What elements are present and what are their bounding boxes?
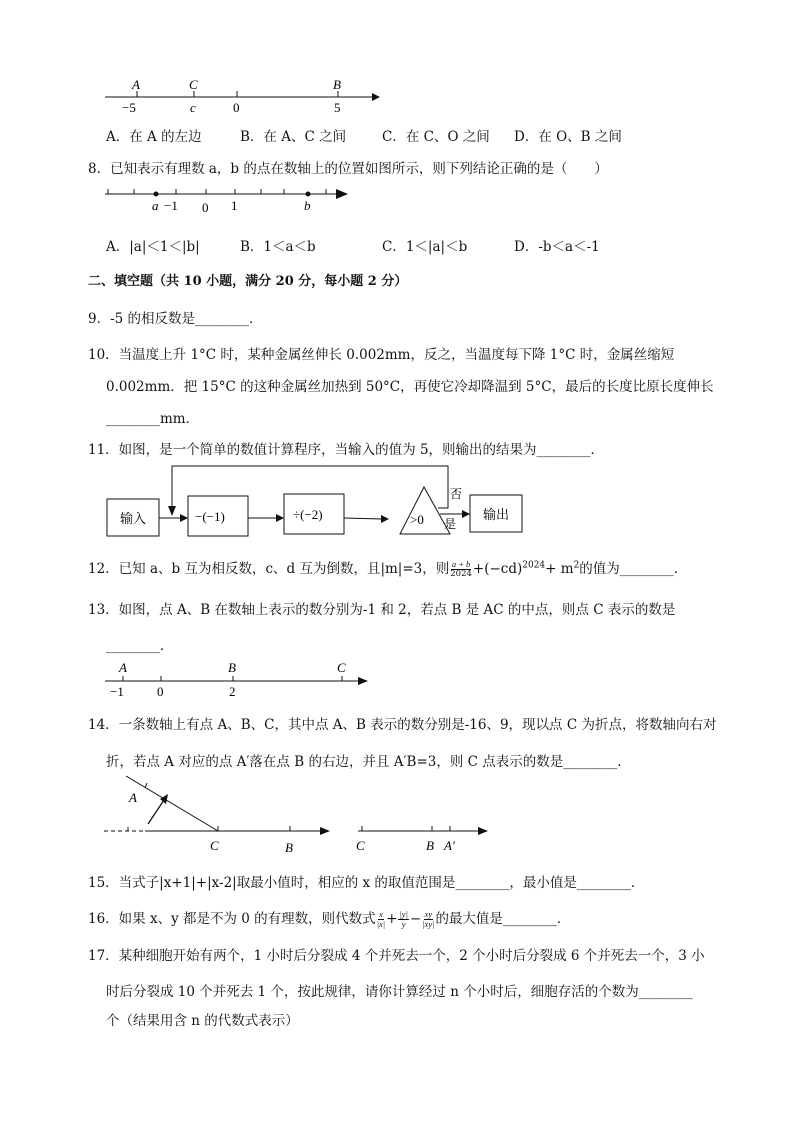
q16-pre: 16．如果 x、y 都是不为 0 的有理数，则代数式	[88, 911, 376, 927]
q8-option-b: B．1＜a＜b	[240, 239, 316, 255]
q14-fig-C-left: C	[210, 838, 219, 853]
q8-option-a: A．|a|＜1＜|b|	[106, 239, 200, 255]
flow-input-label: 输入	[120, 511, 147, 526]
q17-line1: 17．某种细胞开始有两个，1 小时后分裂成 4 个并死去一个，2 个小时后分裂成 6 个并死去一个，3 小	[88, 948, 705, 964]
nl1-tick-5: 5	[334, 100, 341, 115]
q14-fold-figure	[100, 772, 500, 858]
q17-line2: 时后分裂成 10 个并死去 1 个，按此规律，请你计算经过 n 个小时后，细胞存活的个数为________	[106, 984, 693, 1000]
q14-fig-A-prime: A′	[444, 838, 455, 853]
q13-tick-2: 2	[229, 684, 236, 699]
q8-axis-0: 0	[202, 200, 209, 215]
q16-fraction-2	[398, 910, 408, 929]
nl1-label-B: B	[333, 77, 341, 92]
q13-line2: ________．	[106, 638, 174, 654]
flow-output-label: 输出	[483, 507, 510, 522]
q12-text	[88, 557, 687, 579]
q16-f1-num: x	[379, 909, 383, 919]
q13-tick-neg1: −1	[110, 684, 124, 699]
q12-exp2: 2	[573, 560, 580, 571]
q12-fraction	[450, 560, 472, 579]
q16-f3-num: xy	[424, 909, 433, 919]
nl1-tick-c: c	[190, 100, 196, 115]
q13-label-B: B	[228, 660, 236, 675]
flow-step2-label: ÷(−2)	[293, 507, 323, 522]
q17-line3: 个（结果用含 n 的代数式表示）	[106, 1013, 299, 1029]
q16-f1-den: |x|	[376, 919, 386, 929]
q12-pre: 12．已知 a、b 互为相反数，c、d 互为倒数，且|m|=3，则	[88, 561, 450, 577]
flow-yes-label: 是	[444, 517, 457, 531]
q13-label-C: C	[337, 660, 346, 675]
q14-fig-A: A	[129, 790, 137, 805]
q14-line2: 折，若点 A 对应的点 A′落在点 B 的右边，并且 A′B=3，则 C 点表示的数是________．	[106, 754, 631, 770]
flow-step1-label: −(−1)	[195, 509, 225, 524]
q16-f3-den: |xy|	[422, 919, 435, 929]
q16-f2-num: |y|	[399, 909, 408, 919]
q12-exp1: 2024	[522, 560, 546, 571]
q13-label-A: A	[119, 660, 127, 675]
q7-option-d: D．在 O、B 之间	[514, 129, 622, 145]
q16-fraction-3	[422, 910, 434, 929]
q13-tick-0: 0	[157, 684, 164, 699]
section-heading-fill-in: 二、填空题（共 10 小题，满分 20 分，每小题 2 分）	[88, 274, 408, 289]
q8-axis-b: b	[304, 198, 311, 213]
q11-text: 11．如图，是一个简单的数值计算程序，当输入的值为 5，则输出的结果为________．	[88, 442, 605, 458]
flow-no-label: 否	[450, 487, 463, 501]
q8-axis-neg1: −1	[164, 198, 178, 213]
q8-axis-1: 1	[231, 198, 238, 213]
q14-line1: 14．一条数轴上有点 A、B、C，其中点 A、B 表示的数分别是-16、9，现以点 C 为折点，将数轴向右对	[88, 717, 717, 733]
q8-text: 8．已知表示有理数 a，b 的点在数轴上的位置如图所示，则下列结论正确的是（ ）	[88, 161, 608, 177]
nl1-tick-0: 0	[233, 100, 240, 115]
q7-option-c: C．在 C、O 之间	[382, 129, 490, 145]
q12-frac-num: a + b	[451, 559, 471, 569]
q14-fig-C-right: C	[356, 838, 365, 853]
q13-text: 13．如图，点 A、B 在数轴上表示的数分别为-1 和 2，若点 B 是 AC 的中点，则点 C 表示的数是	[88, 602, 676, 618]
q12-frac-den: 2024	[450, 569, 472, 579]
q16-fraction-1	[377, 910, 385, 929]
q8-option-c: C．1＜|a|＜b	[382, 239, 468, 255]
q12-mid: + m	[545, 561, 574, 577]
q7-option-a: A．在 A 的左边	[106, 129, 202, 145]
nl1-tick-neg5: −5	[122, 100, 136, 115]
q10-line2: 0.002mm．把 15°C 的这种金属丝加热到 50°C，再使它冷却降温到 5°C，最后的长度比原长度伸长	[106, 379, 714, 395]
q11-flowchart	[100, 462, 540, 542]
q10-line3: ________mm．	[106, 411, 200, 427]
number-line-q8	[100, 182, 360, 216]
q12-end: 的值为________．	[579, 561, 688, 577]
number-line-q7	[100, 76, 385, 116]
q7-option-b: B．在 A、C 之间	[240, 129, 347, 145]
q8-option-d: D．-b＜a＜-1	[514, 239, 600, 255]
q16-text: 16．如果 x、y 都是不为 0 的有理数，则代数式 $\frac{x}{|x|}$ + $\frac{|y|}{y}$ − $\frac{xy}{|xy|}$ 的最大值是________．	[88, 909, 571, 929]
q16-post: 的最大值是________．	[435, 911, 571, 927]
flow-condition-label: >0	[410, 512, 424, 527]
q15-text: 15．当式子|x+1|+|x-2|取最小值时，相应的 x 的取值范围是________，最小值是________．	[88, 875, 645, 891]
nl1-label-A: A	[132, 77, 140, 92]
q12-post: +(−cd)	[472, 561, 523, 577]
nl1-label-C: C	[189, 77, 198, 92]
q14-fig-B-left: B	[285, 840, 293, 855]
q10-line1: 10．当温度上升 1°C 时，某种金属丝伸长 0.002mm，反之，当温度每下降 1°C 时，金属丝缩短	[88, 347, 675, 363]
q9-text: 9．-5 的相反数是________．	[88, 311, 263, 327]
q14-fig-B-right: B	[426, 838, 434, 853]
number-line-q13	[100, 658, 380, 700]
q8-axis-a: a	[152, 198, 159, 213]
q16-f2-den: y	[401, 919, 406, 929]
